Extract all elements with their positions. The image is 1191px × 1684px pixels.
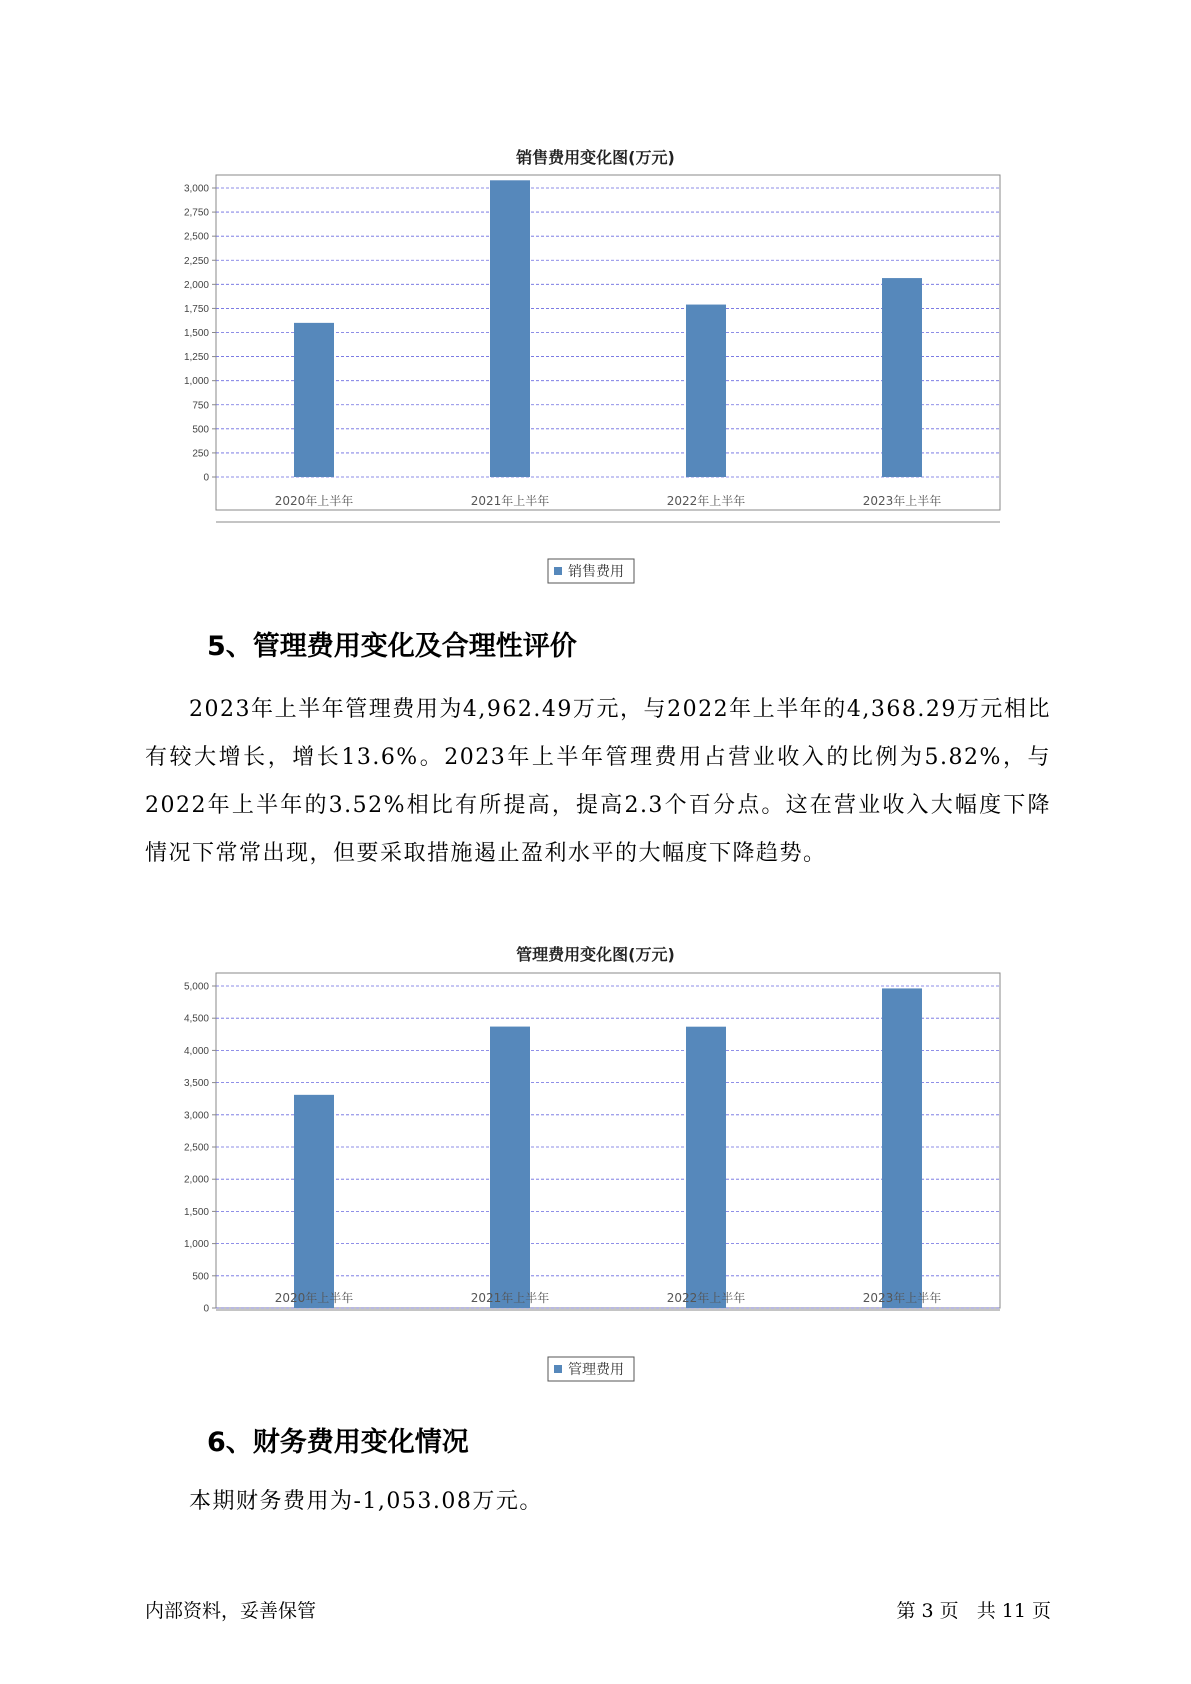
bar — [294, 1095, 334, 1308]
x-category-label: 2022年上半年 — [666, 1291, 746, 1305]
y-tick-label: 750 — [192, 400, 209, 412]
y-tick-label: 3,000 — [183, 183, 209, 195]
y-tick-label: 1,000 — [183, 1239, 209, 1251]
y-tick-label: 1,500 — [183, 1206, 209, 1218]
legend-swatch — [554, 567, 562, 575]
bar — [686, 1027, 726, 1308]
y-tick-label: 2,000 — [183, 279, 209, 291]
paragraph-financial-expense: 本期财务费用为-1,053.08万元。 — [189, 1489, 543, 1514]
y-tick-label: 500 — [192, 424, 209, 436]
x-category-label: 2020年上半年 — [274, 1291, 354, 1305]
x-category-label: 2021年上半年 — [470, 1291, 550, 1305]
y-tick-label: 2,000 — [183, 1174, 209, 1186]
y-tick-label: 4,000 — [183, 1045, 209, 1057]
y-tick-label: 2,500 — [183, 1142, 209, 1154]
chart-legend — [548, 559, 634, 583]
y-tick-label: 3,500 — [183, 1078, 209, 1090]
section-heading-6: 6、财务费用变化情况 — [207, 1427, 469, 1458]
management-expense-bar-chart — [150, 968, 1020, 1388]
y-tick-label: 0 — [203, 472, 209, 484]
chart-legend — [548, 1357, 634, 1381]
paragraph-management-expense: 2023年上半年管理费用为4,962.49万元，与2022年上半年的4,368.29万元相比有较大增长，增长13.6%。2023年上半年管理费用占营业收入的比例为5.82%，与2022年上半年的3.52%相比有所提高，提高2.3个百分点。这在营业收入大幅度下降情况下常常出现，但要采取措施遏止盈利水平的大幅度下降趋势。 — [145, 697, 1051, 866]
x-category-label: 2023年上半年 — [862, 1291, 942, 1305]
y-tick-label: 5,000 — [183, 981, 209, 993]
x-category-label: 2021年上半年 — [470, 494, 550, 508]
y-tick-label: 500 — [192, 1271, 209, 1283]
legend-swatch — [554, 1365, 562, 1373]
bar — [882, 988, 922, 1308]
y-tick-label: 2,750 — [183, 207, 209, 219]
legend-label: 销售费用 — [568, 564, 624, 580]
sales-expense-bar-chart — [150, 170, 1020, 590]
legend-label: 管理费用 — [568, 1362, 624, 1378]
x-category-label: 2022年上半年 — [666, 494, 746, 508]
x-category-label: 2020年上半年 — [274, 494, 354, 508]
footer-confidential-note: 内部资料，妥善保管 — [145, 1600, 317, 1622]
y-tick-label: 2,250 — [183, 255, 209, 267]
y-tick-label: 4,500 — [183, 1013, 209, 1025]
y-tick-label: 250 — [192, 448, 209, 460]
bar — [490, 1027, 530, 1308]
y-tick-label: 0 — [203, 1303, 209, 1315]
chart-title-management-expense: 管理费用变化图(万元) — [516, 945, 675, 964]
bar — [490, 180, 530, 477]
footer-page-number: 第 3 页 共 11 页 — [896, 1600, 1051, 1622]
x-category-label: 2023年上半年 — [862, 494, 942, 508]
y-tick-label: 1,750 — [183, 303, 209, 315]
bar — [882, 278, 922, 477]
y-tick-label: 1,500 — [183, 328, 209, 339]
bar — [686, 305, 726, 477]
bar — [294, 323, 334, 477]
chart-title-sales-expense: 销售费用变化图(万元) — [516, 148, 675, 167]
y-tick-label: 2,500 — [183, 231, 209, 243]
y-tick-label: 1,250 — [183, 352, 209, 364]
y-tick-label: 3,000 — [183, 1110, 209, 1122]
y-tick-label: 1,000 — [183, 376, 209, 388]
section-heading-5: 5、管理费用变化及合理性评价 — [207, 631, 577, 662]
